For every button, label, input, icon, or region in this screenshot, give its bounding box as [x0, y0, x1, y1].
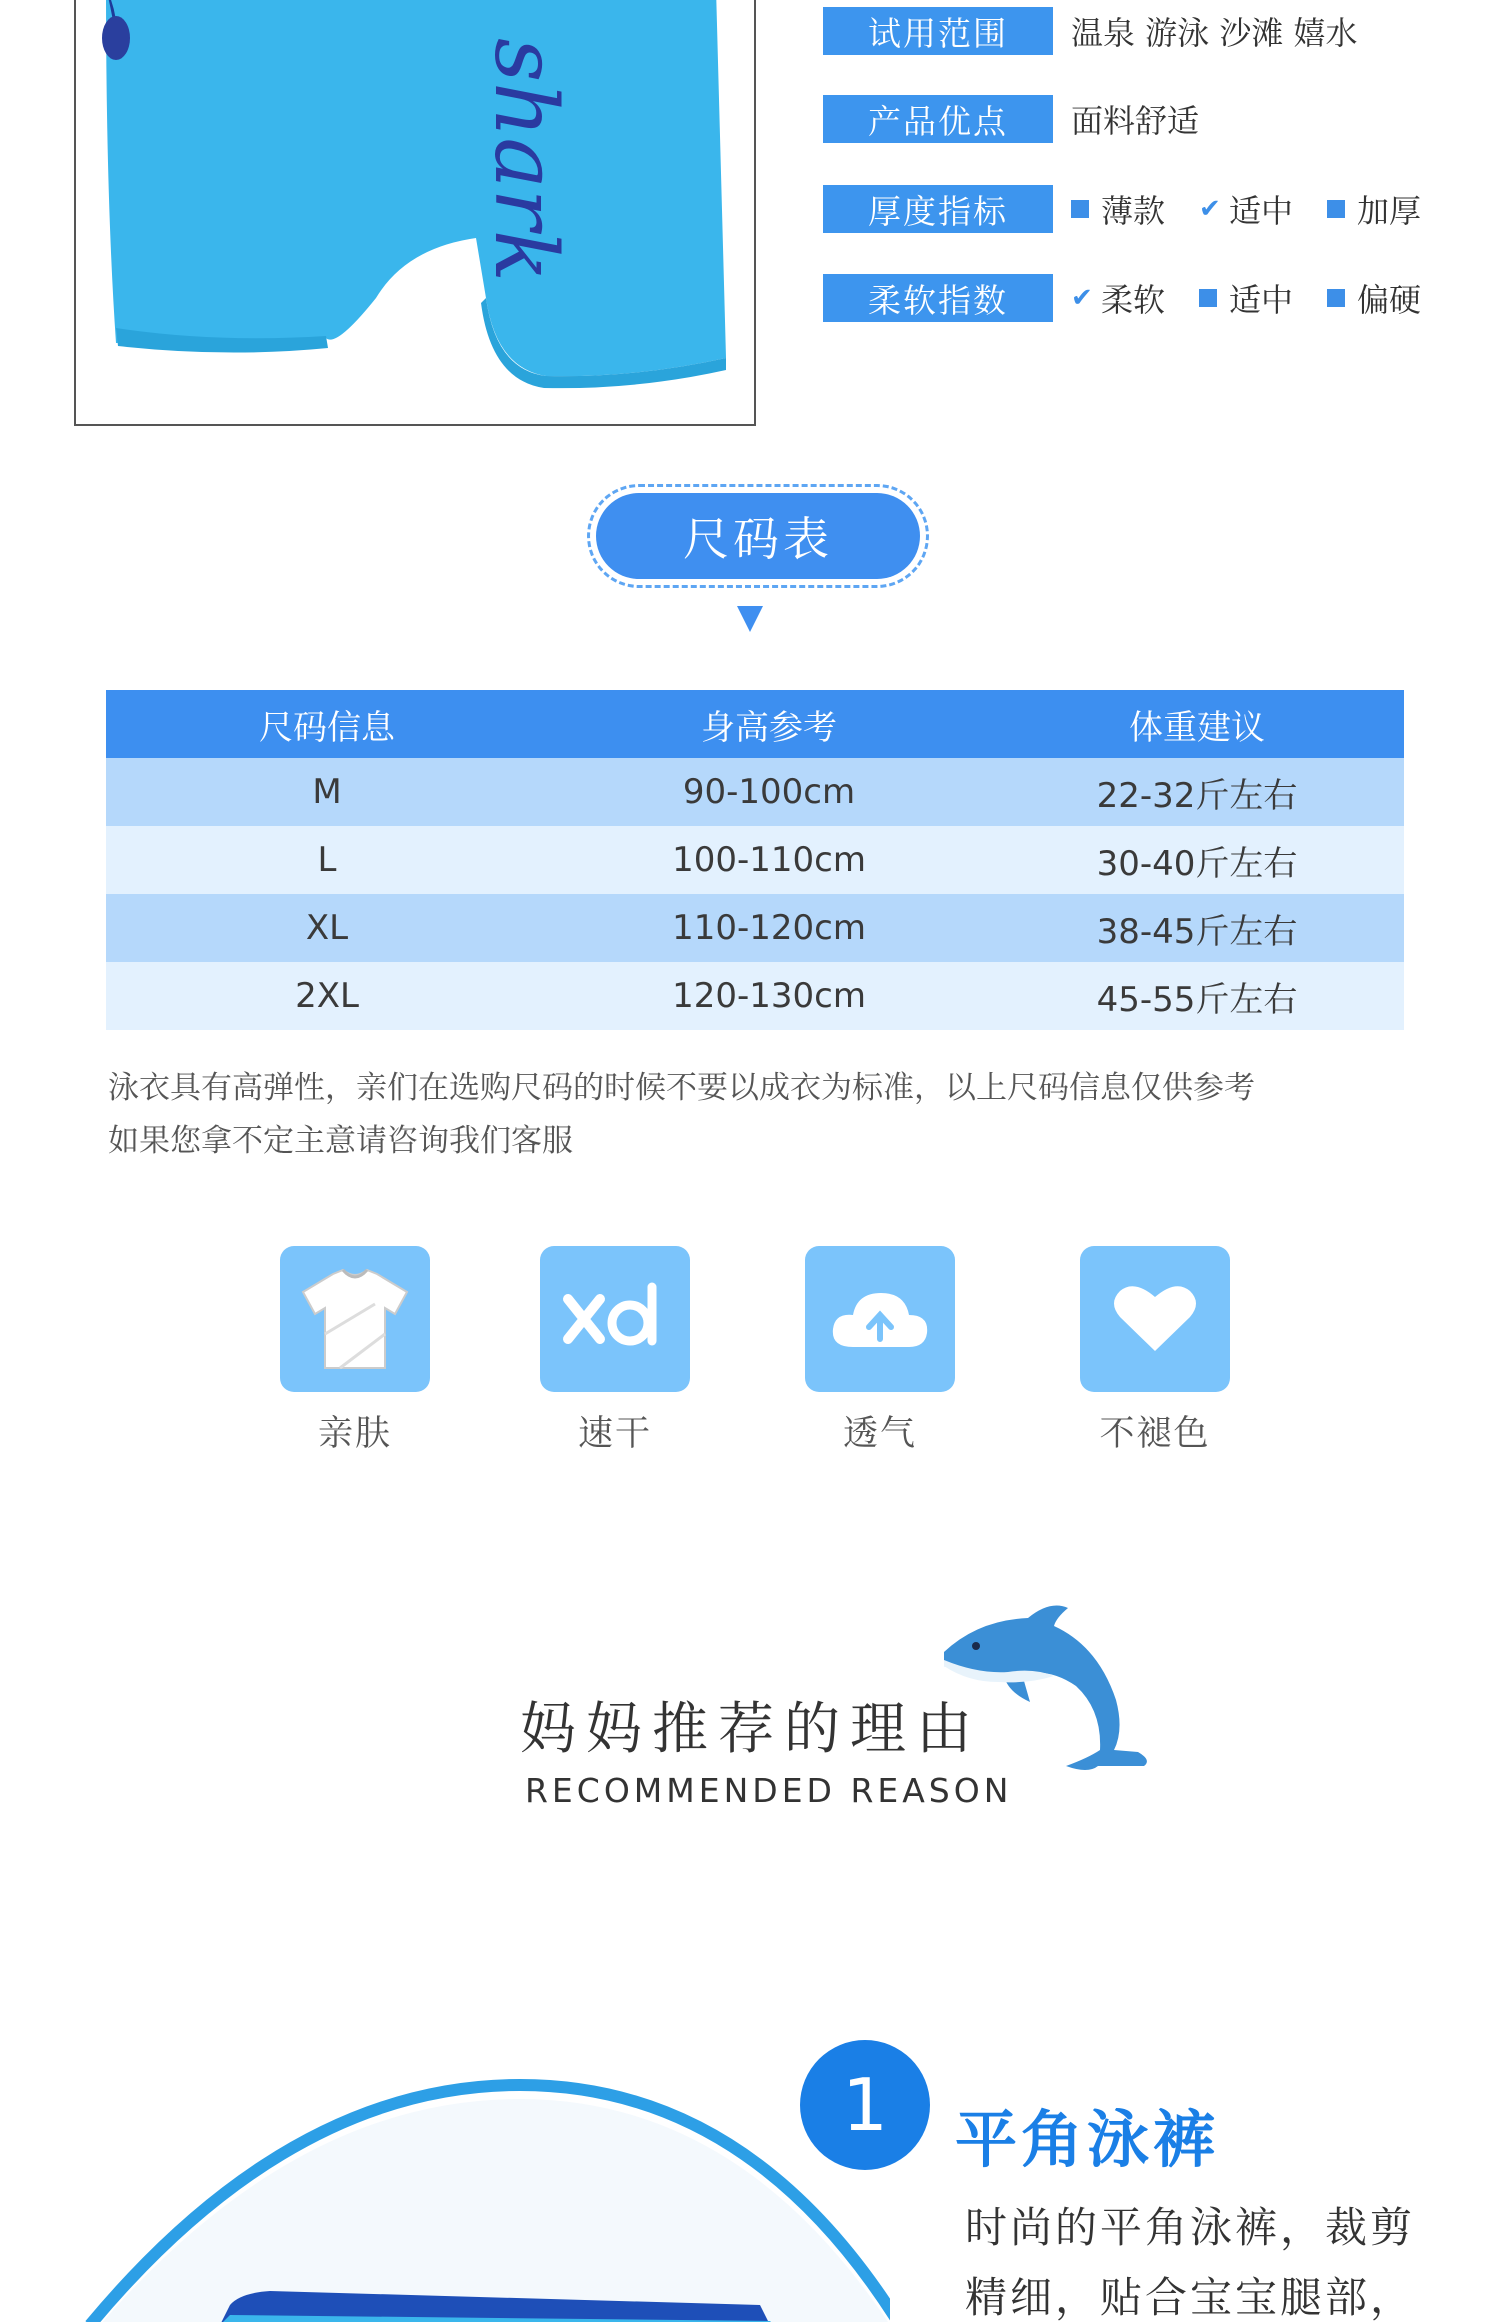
- spec-row-advantage: [823, 95, 1199, 143]
- cell-height: 90-100cm: [548, 758, 990, 826]
- feature-colorfast: [1080, 1246, 1230, 1456]
- size-note-line1: 泳衣具有高弹性，亲们在选购尺码的时候不要以成衣为标准，以上尺码信息仅供参考: [108, 1070, 1255, 1106]
- spec-label: 厚度指标: [823, 185, 1053, 233]
- recommend-title: 妈妈推荐的理由: [520, 1697, 982, 1762]
- checkmark-icon: ✔: [1071, 283, 1093, 313]
- header-weight: 体重建议: [990, 690, 1404, 758]
- table-row: [106, 962, 1404, 1030]
- feature-breathable: [805, 1246, 955, 1456]
- spec-label: 柔软指数: [823, 274, 1053, 322]
- cell-size: L: [106, 826, 548, 894]
- table-row: [106, 894, 1404, 962]
- spec-options: [1071, 275, 1421, 321]
- option-hard: 偏硬: [1327, 275, 1421, 321]
- cell-size: M: [106, 758, 548, 826]
- cell-weight: 22-32斤左右: [990, 758, 1404, 826]
- heart-icon: [1080, 1246, 1230, 1392]
- table-row: [106, 758, 1404, 826]
- feature-label: 透气: [842, 1414, 917, 1454]
- spec-value: 温泉 游泳 沙滩 嬉水: [1071, 14, 1358, 52]
- cloud-upload-icon: [805, 1246, 955, 1392]
- spec-value: 面料舒适: [1071, 102, 1200, 140]
- spec-label: 试用范围: [823, 7, 1053, 55]
- option-soft: ✔ 柔软: [1071, 281, 1166, 319]
- spec-options: [1071, 186, 1421, 232]
- option-thin: 薄款: [1071, 186, 1165, 232]
- feature-one-text-line2: 精细，贴合宝宝腿部，: [965, 2273, 1416, 2322]
- product-photo: [74, 0, 756, 426]
- recommend-subtitle: RECOMMENDED REASON: [525, 1771, 1013, 1810]
- arrow-down-icon: [737, 606, 763, 632]
- cell-size: 2XL: [106, 962, 548, 1030]
- feature-number-badge: 1: [800, 2040, 930, 2170]
- square-bullet-icon: [1199, 289, 1217, 307]
- spec-row-scope: [823, 7, 1358, 55]
- table-header-row: [106, 690, 1404, 758]
- option-medium: 适中: [1199, 275, 1293, 321]
- cell-weight: 45-55斤左右: [990, 962, 1404, 1030]
- square-bullet-icon: [1071, 200, 1089, 218]
- feature-label: 不褪色: [1099, 1414, 1211, 1454]
- size-note-line2: 如果您拿不定主意请咨询我们客服: [108, 1123, 573, 1159]
- option-thick: 加厚: [1327, 186, 1421, 232]
- size-table: [106, 690, 1404, 1030]
- cell-size: XL: [106, 894, 548, 962]
- feature-one-title: 平角泳裤: [955, 2103, 1220, 2176]
- square-bullet-icon: [1327, 200, 1345, 218]
- cell-weight: 38-45斤左右: [990, 894, 1404, 962]
- size-chart-heading: 尺码表: [596, 493, 920, 579]
- feature-skin-friendly: [280, 1246, 430, 1456]
- trunks-detail-photo: [70, 2075, 890, 2322]
- table-row: [106, 826, 1404, 894]
- cell-height: 120-130cm: [548, 962, 990, 1030]
- header-height: 身高参考: [548, 690, 990, 758]
- tshirt-icon: [280, 1246, 430, 1392]
- spec-label: 产品优点: [823, 95, 1053, 143]
- option-medium: ✔ 适中: [1199, 192, 1294, 230]
- spec-row-thickness: [823, 185, 1421, 233]
- trunks-print-text: shark: [475, 38, 575, 283]
- dolphin-icon: [938, 1590, 1168, 1780]
- cell-height: 100-110cm: [548, 826, 990, 894]
- feature-label: 速干: [577, 1414, 652, 1454]
- feature-quick-dry: [540, 1246, 690, 1456]
- square-bullet-icon: [1327, 289, 1345, 307]
- cell-weight: 30-40斤左右: [990, 826, 1404, 894]
- cell-height: 110-120cm: [548, 894, 990, 962]
- checkmark-icon: ✔: [1199, 194, 1221, 224]
- feature-label: 亲肤: [317, 1414, 392, 1454]
- header-size: 尺码信息: [106, 690, 548, 758]
- quick-dry-icon: [540, 1246, 690, 1392]
- spec-row-softness: [823, 274, 1421, 322]
- feature-one-text-line1: 时尚的平角泳裤，裁剪: [965, 2203, 1416, 2252]
